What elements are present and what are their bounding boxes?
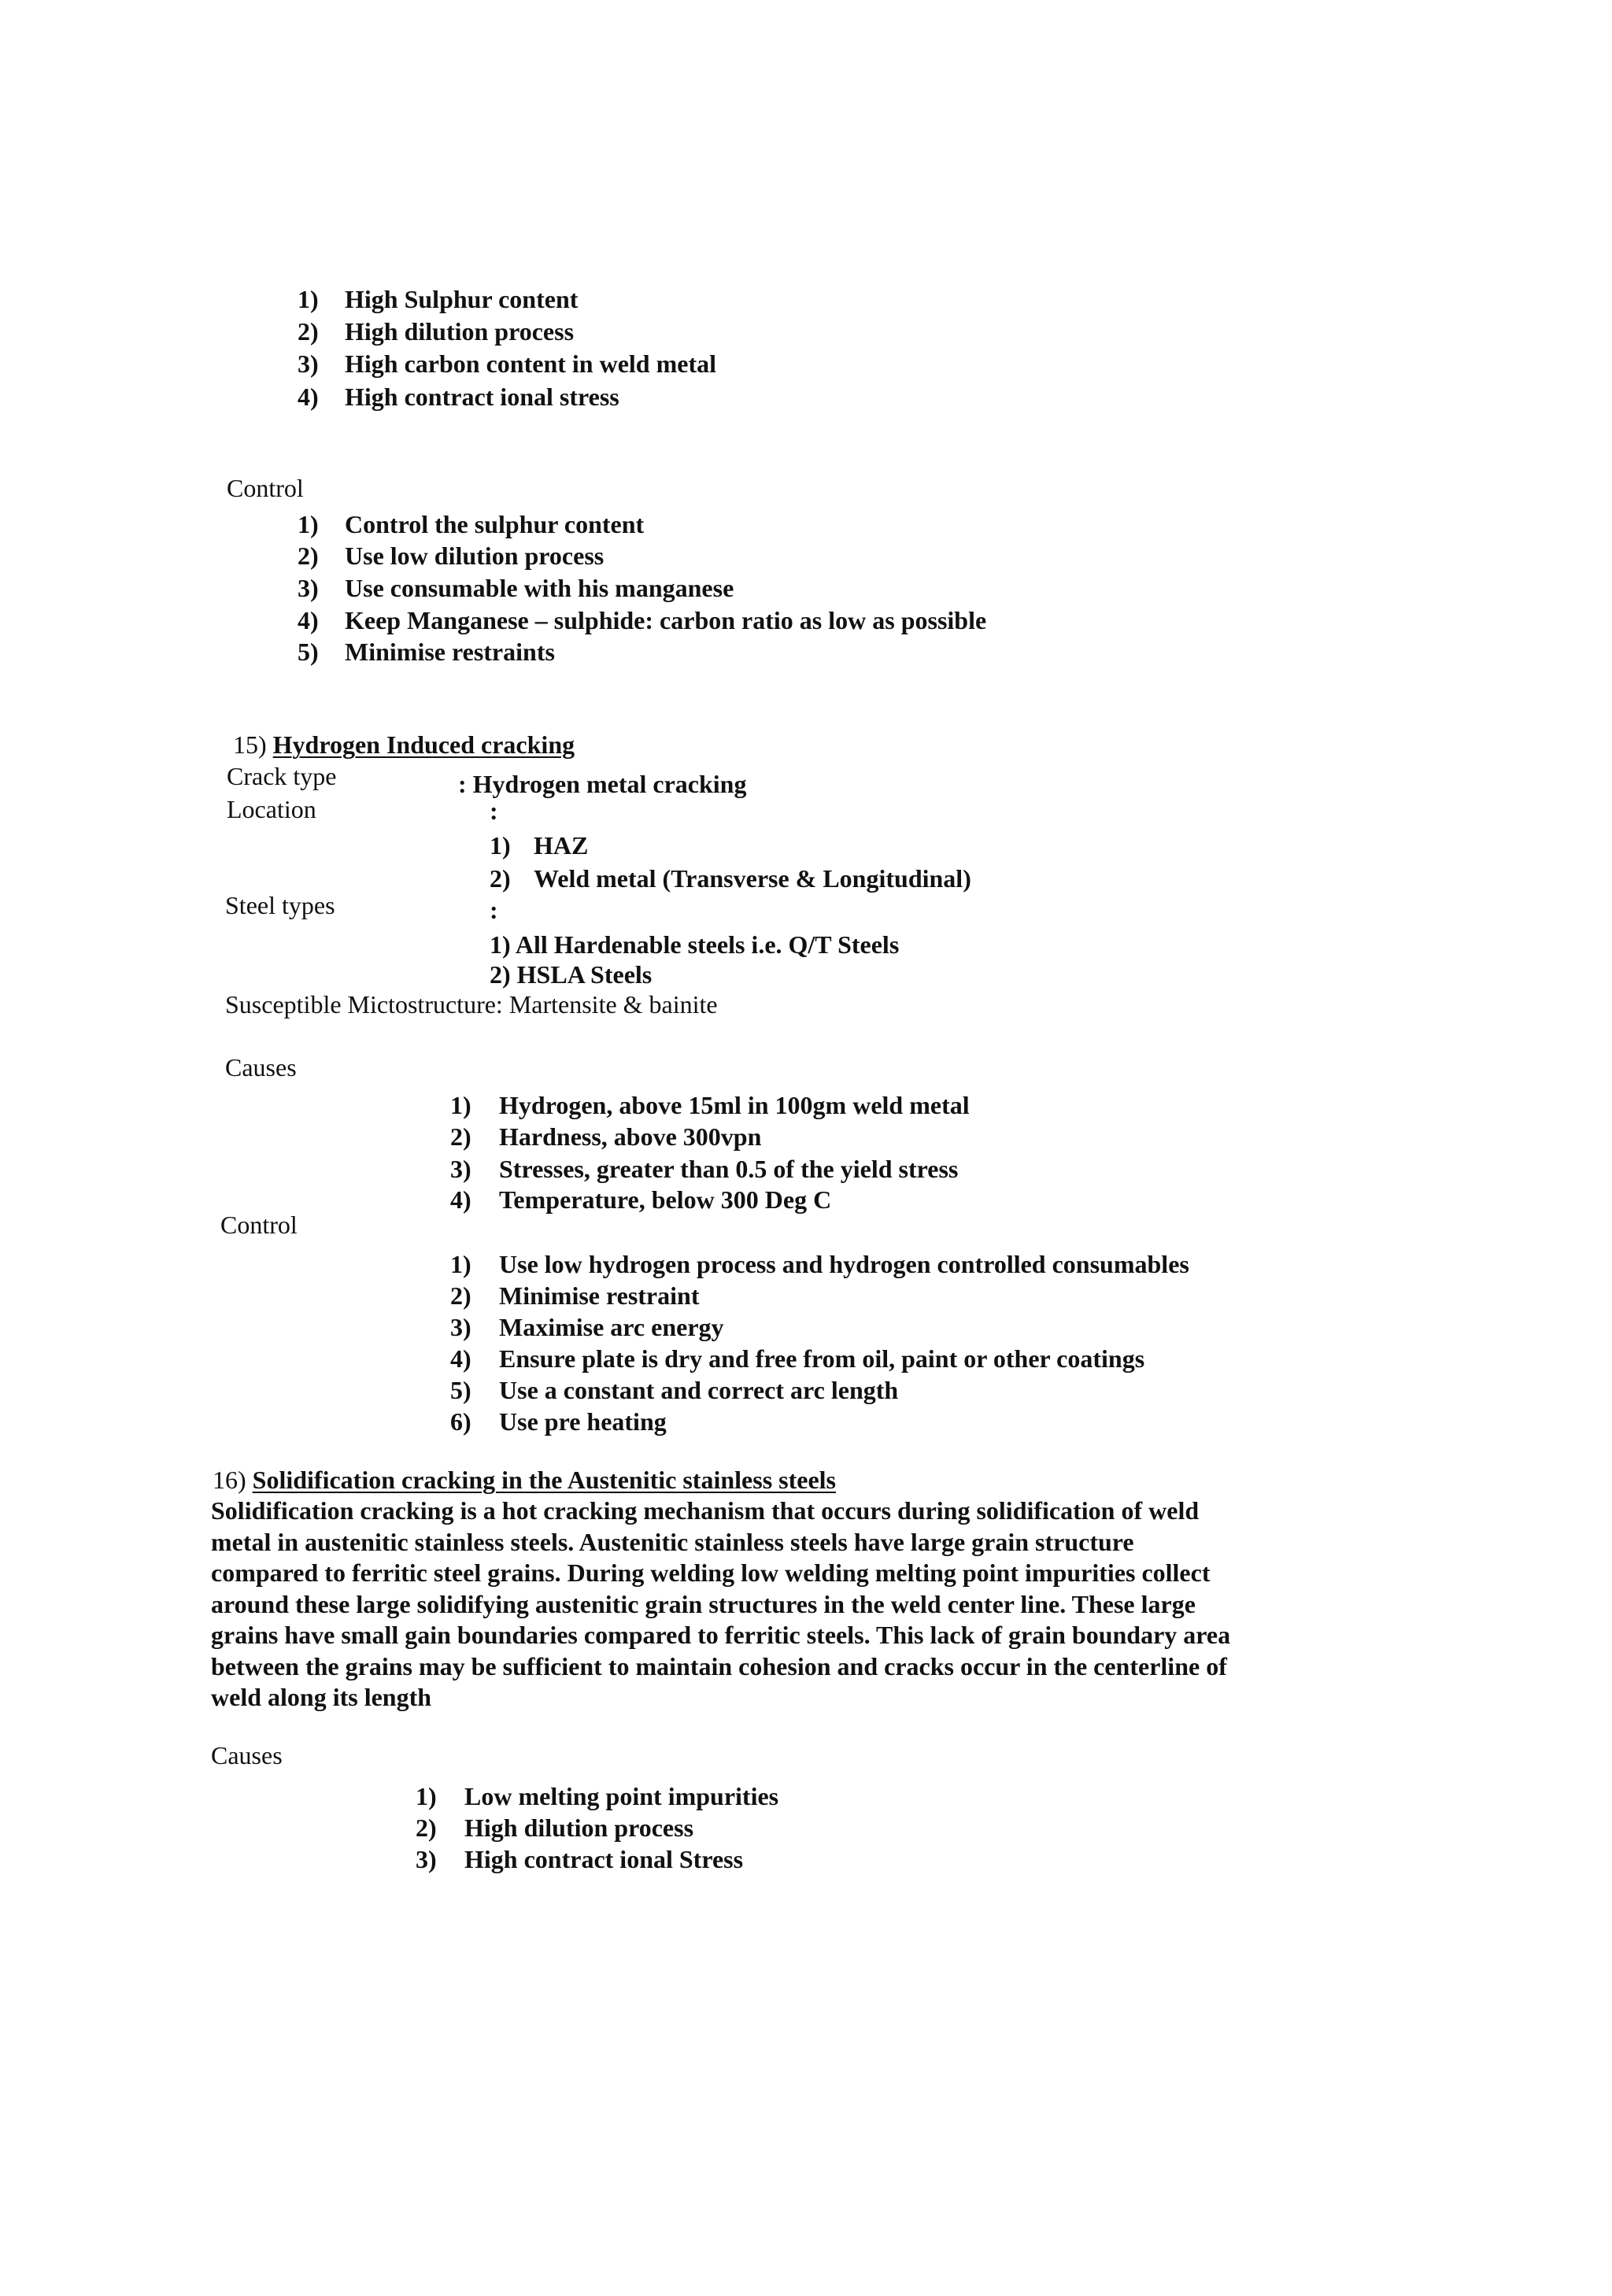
control-heading: Control — [220, 1211, 298, 1239]
list-item: 1) All Hardenable steels i.e. Q/T Steels — [490, 930, 900, 959]
paragraph-line: compared to ferritic steel grains. During welding low welding melting point impurities collect — [211, 1558, 1211, 1587]
list-item: 2) High dilution process — [416, 1814, 694, 1842]
list-item: 3) Use consumable with his manganese — [298, 574, 734, 602]
list-item: 1) HAZ — [490, 831, 589, 860]
susceptible-microstructure: Susceptible Mictostructure: Martensite & bainite — [225, 990, 718, 1019]
paragraph-line: between the grains may be sufficient to maintain cohesion and cracks occur in the centerline of — [211, 1651, 1227, 1680]
causes-heading: Causes — [225, 1053, 297, 1081]
section-title-15: 15) Hydrogen Induced cracking — [233, 730, 575, 759]
list-item: 2) Use low dilution process — [298, 542, 604, 570]
steel-types-label: Steel types — [225, 891, 335, 919]
list-item: 3) Stresses, greater than 0.5 of the yield stress — [450, 1155, 959, 1183]
paragraph-line: weld along its length — [211, 1683, 432, 1711]
list-item: 1) Use low hydrogen process and hydrogen controlled consumables — [450, 1250, 1189, 1278]
list-item: 2) Minimise restraint — [450, 1281, 700, 1310]
list-item: 1) Hydrogen, above 15ml in 100gm weld metal — [450, 1091, 970, 1119]
list-item: 1) Low melting point impurities — [416, 1782, 779, 1810]
list-item: 2) High dilution process — [298, 317, 575, 346]
list-item: 3) High carbon content in weld metal — [298, 349, 716, 378]
location-colon: : — [490, 797, 498, 825]
list-item: 2) Weld metal (Transverse & Longitudinal) — [490, 864, 971, 893]
list-item: 5) Minimise restraints — [298, 638, 555, 666]
list-item: 5) Use a constant and correct arc length — [450, 1376, 899, 1404]
control-heading: Control — [227, 474, 304, 502]
list-item: 4) Keep Manganese – sulphide: carbon ratio as low as possible — [298, 606, 987, 634]
paragraph-line: grains have small gain boundaries compared to ferritic steels. This lack of grain boundary area — [211, 1621, 1231, 1649]
list-item: 4) Temperature, below 300 Deg C — [450, 1185, 832, 1214]
paragraph-line: metal in austenitic stainless steels. Austenitic stainless steels have large grain structure — [211, 1527, 1134, 1556]
paragraph-line: Solidification cracking is a hot cracking mechanism that occurs during solidification of weld — [211, 1496, 1200, 1525]
list-item: 4) High contract ional stress — [298, 383, 619, 411]
causes-heading: Causes — [211, 1741, 283, 1769]
list-item: 1) Control the sulphur content — [298, 510, 645, 538]
list-item: 3) Maximise arc energy — [450, 1313, 724, 1341]
list-item: 2) Hardness, above 300vpn — [450, 1122, 762, 1151]
list-item: 1) High Sulphur content — [298, 285, 579, 313]
list-item: 4) Ensure plate is dry and free from oil, paint or other coatings — [450, 1344, 1145, 1373]
list-item: 3) High contract ional Stress — [416, 1845, 744, 1873]
paragraph-line: around these large solidifying austenitic grain structures in the weld center line. These large — [211, 1589, 1196, 1618]
steel-types-colon: : — [490, 896, 498, 924]
list-item: 2) HSLA Steels — [490, 960, 653, 989]
section-16-paragraph — [211, 1496, 1344, 1714]
location-label: Location — [227, 795, 316, 823]
section-title-16: 16) Solidification cracking in the Austenitic stainless steels — [213, 1466, 836, 1494]
list-item: 6) Use pre heating — [450, 1407, 667, 1436]
crack-type-value: : Hydrogen metal cracking — [458, 770, 747, 798]
crack-type-label: Crack type — [227, 762, 337, 790]
